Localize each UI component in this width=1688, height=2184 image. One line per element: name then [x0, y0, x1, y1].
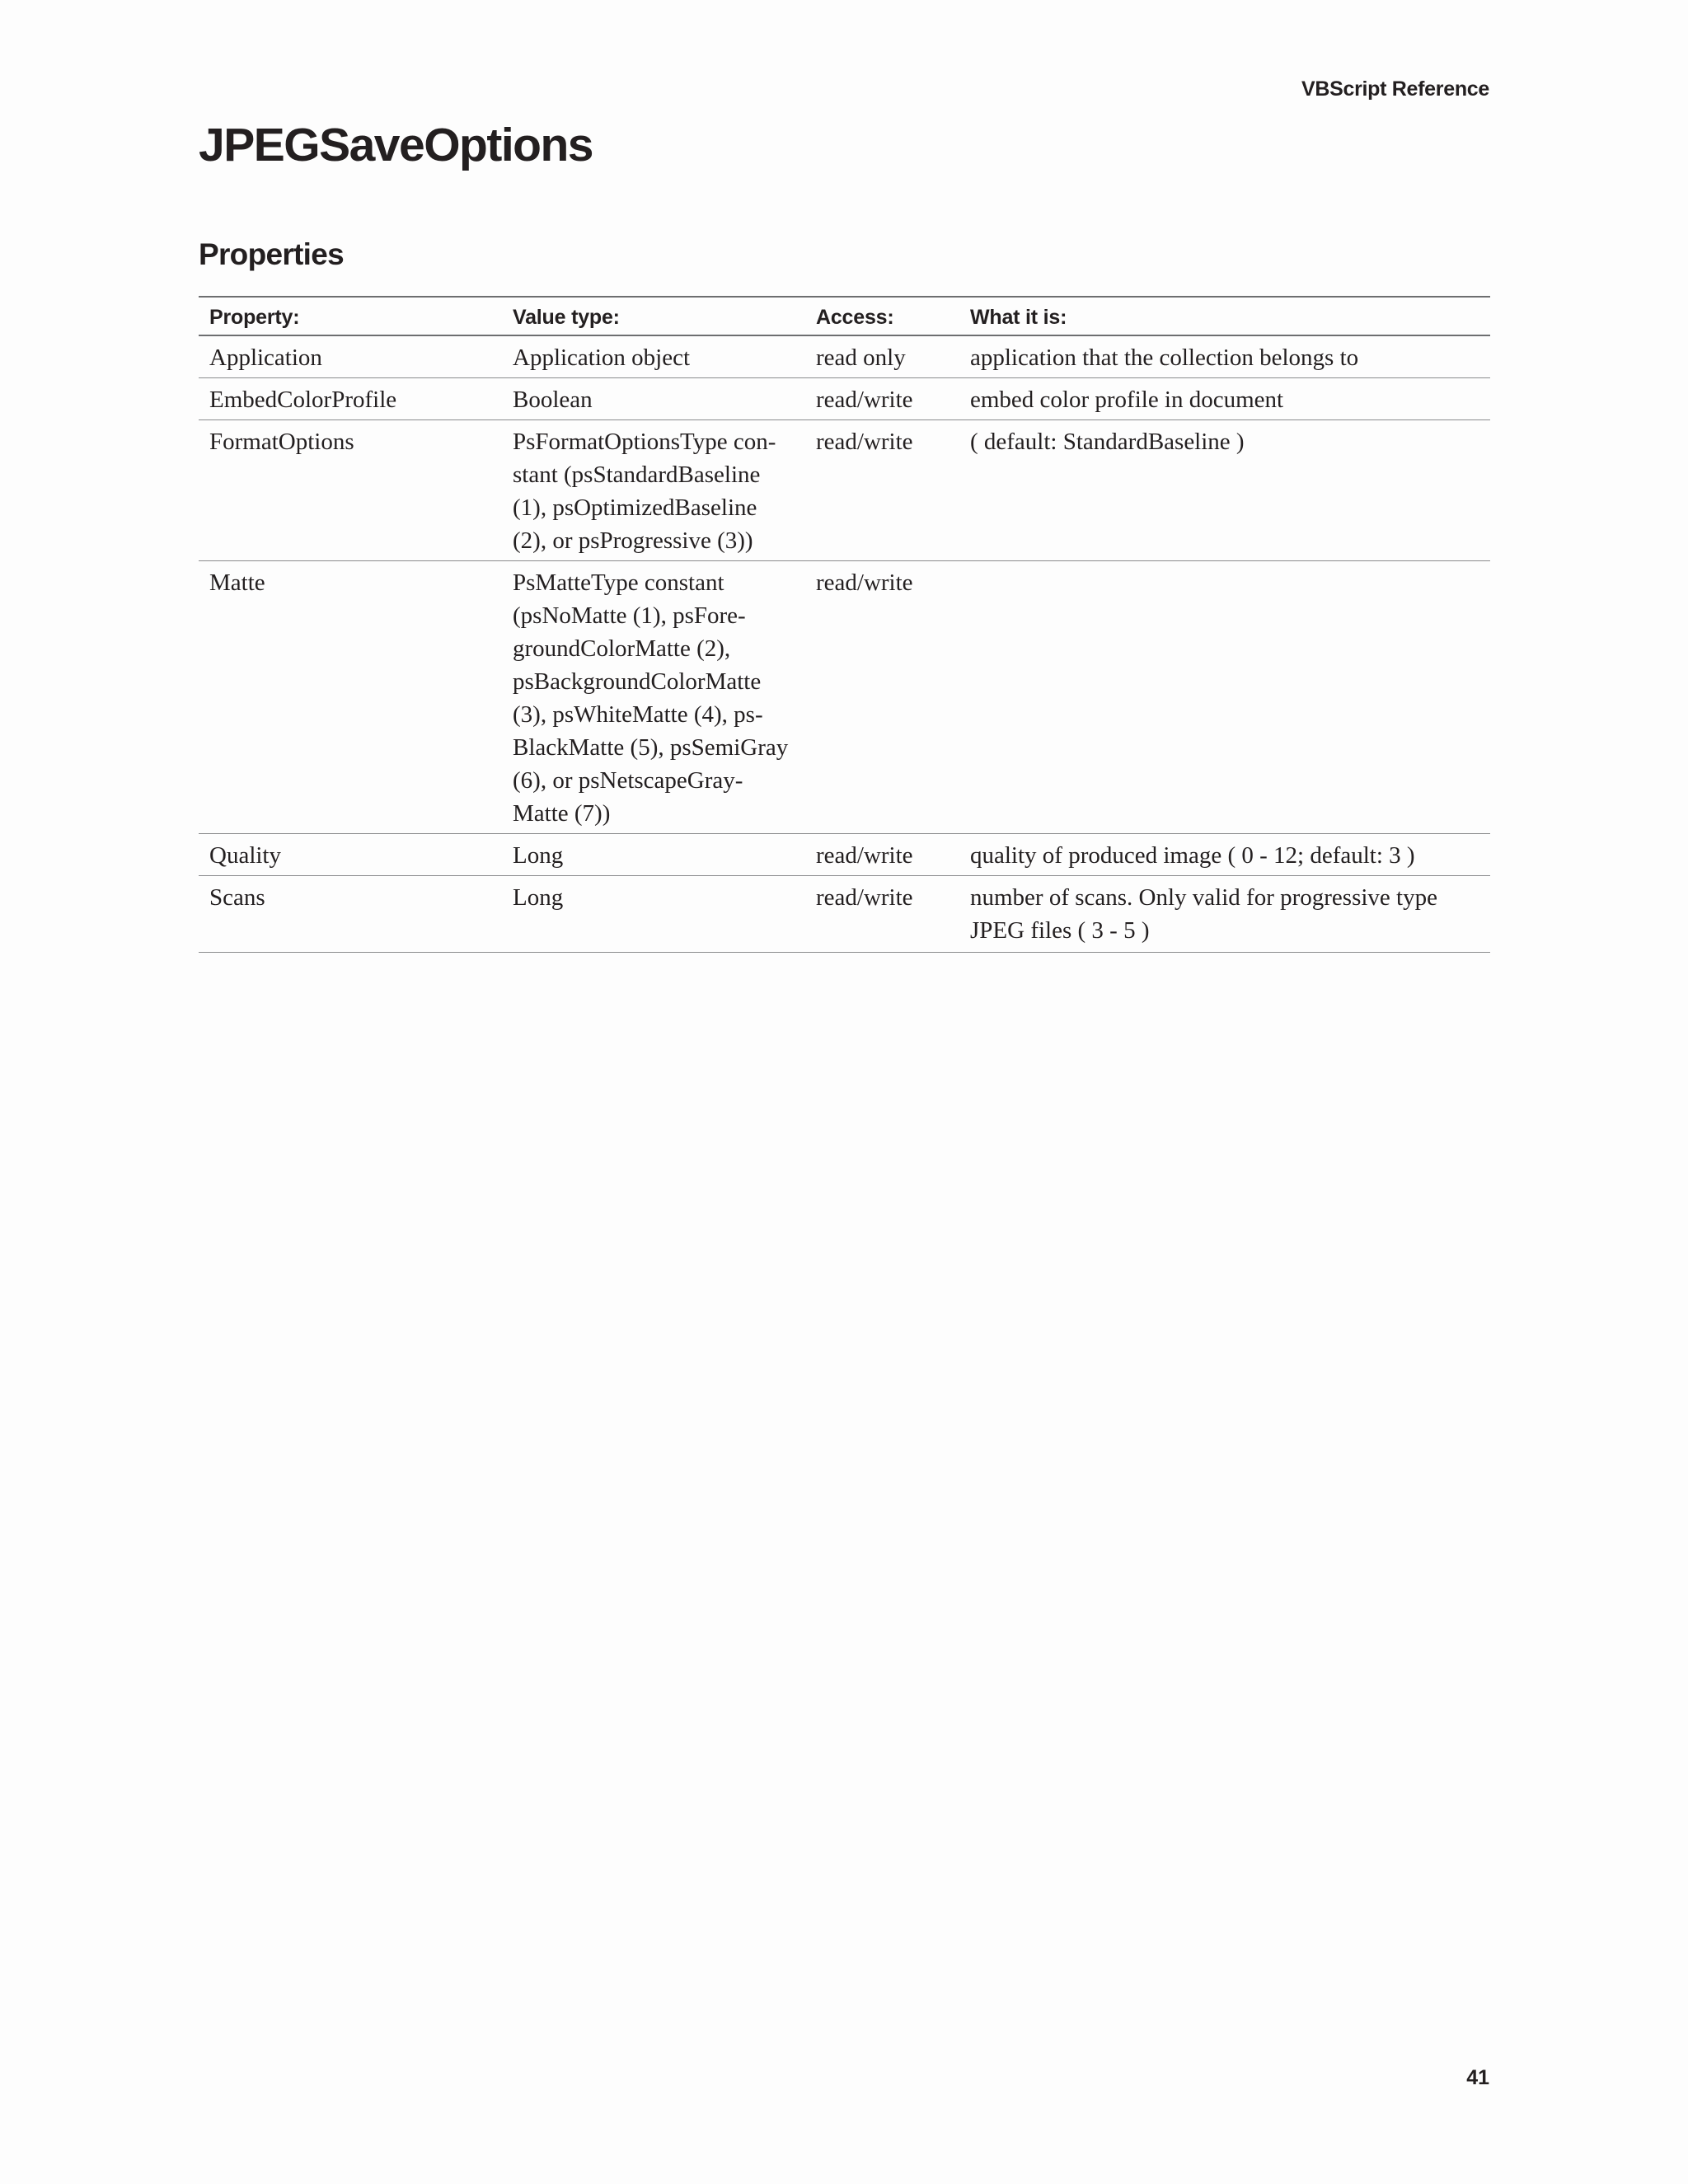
- cell-property: Quality: [199, 834, 502, 876]
- column-header-value-type: Value type:: [502, 297, 805, 335]
- cell-property: Matte: [199, 561, 502, 834]
- page-number: 41: [1466, 2066, 1489, 2089]
- cell-description: embed color profile in document: [959, 378, 1490, 420]
- cell-access: read/write: [805, 876, 959, 953]
- cell-property: Scans: [199, 876, 502, 953]
- column-header-property: Property:: [199, 297, 502, 335]
- cell-access: read/write: [805, 378, 959, 420]
- cell-description: number of scans. Only valid for progressive type JPEG files ( 3 - 5 ): [959, 876, 1490, 953]
- cell-property: FormatOptions: [199, 420, 502, 561]
- cell-value-type: Long: [502, 834, 805, 876]
- table-row: [199, 834, 1490, 876]
- cell-property: EmbedColorProfile: [199, 378, 502, 420]
- cell-description: quality of produced image ( 0 - 12; default: 3 ): [959, 834, 1490, 876]
- cell-description: [959, 561, 1490, 834]
- cell-value-type: Long: [502, 876, 805, 953]
- cell-value-type: PsMatteType constant (psNoMatte (1), psFore- groundColorMatte (2), psBackgroundColorMatte (3), psWhiteMatte (4), ps- BlackMatte (5), psSemiGray (6), or psNetscapeGray- Matte (7)): [502, 561, 805, 834]
- section-title: Properties: [199, 237, 345, 271]
- cell-access: read only: [805, 335, 959, 378]
- column-header-description: What it is:: [959, 297, 1490, 335]
- table-row: [199, 335, 1490, 378]
- column-header-access: Access:: [805, 297, 959, 335]
- cell-value-type: Boolean: [502, 378, 805, 420]
- table-row: [199, 420, 1490, 561]
- table-row: [199, 378, 1490, 420]
- cell-access: read/write: [805, 561, 959, 834]
- cell-description: ( default: StandardBaseline ): [959, 420, 1490, 561]
- table-row: [199, 561, 1490, 834]
- properties-table: [199, 296, 1490, 953]
- table-header-row: [199, 297, 1490, 335]
- page-title: JPEGSaveOptions: [199, 119, 593, 171]
- cell-value-type: PsFormatOptionsType con- stant (psStandardBaseline (1), psOptimizedBaseline (2), or psProgressive (3)): [502, 420, 805, 561]
- cell-access: read/write: [805, 420, 959, 561]
- running-head: VBScript Reference: [1301, 77, 1489, 101]
- cell-value-type: Application object: [502, 335, 805, 378]
- cell-access: read/write: [805, 834, 959, 876]
- cell-description: application that the collection belongs to: [959, 335, 1490, 378]
- table-row: [199, 876, 1490, 953]
- cell-property: Application: [199, 335, 502, 378]
